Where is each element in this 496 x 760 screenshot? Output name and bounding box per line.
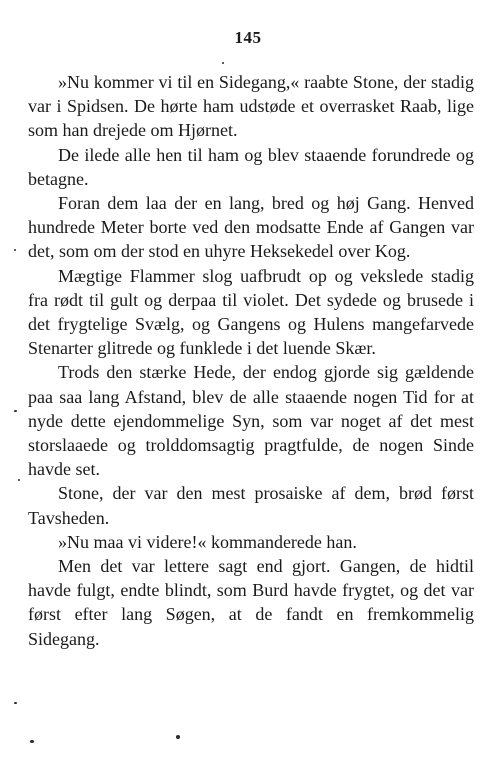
paragraph-7: »Nu maa vi videre!« kommanderede han. — [58, 531, 357, 552]
scan-speck — [14, 410, 17, 412]
paragraph-8: Men det var lettere sagt end gjort. Gangen, de hidtil havde fulgt, endte blindt, som Burd havde frygtet, og det var først efter lang Søgen, at de fandt en fremkommelig Sidegang. — [28, 556, 474, 649]
scan-speck — [30, 740, 34, 743]
paragraph-3: Foran dem laa der en lang, bred og høj Gang. Henved hundrede Meter borte ved den modsatte Ende af Gangen var det, som om der stod en uhyre Heksekedel over Kog. — [28, 193, 474, 262]
paragraph-1: »Nu kommer vi til en Sidegang,« raabte Stone, der stadig var i Spidsen. De hørte ham udstøde et overrasket Raab, lige som han drejede om Hjørnet. — [28, 72, 474, 141]
scan-speck — [14, 702, 17, 704]
paragraph-6: Stone, der var den mest prosaiske af dem, brød først Tavsheden. — [28, 483, 474, 528]
body-text — [28, 70, 474, 651]
scan-speck — [14, 249, 16, 251]
paragraph-4: Mægtige Flammer slog uafbrudt op og vekslede stadig fra rødt til gult og derpaa til violet. Det sydede og brusede i det frygtelige Svælg, og Gangens og Hulens mangefarvede Stenarter glitrede og funklede i det luende Skær. — [28, 265, 474, 359]
paragraph-5: Trods den stærke Hede, der endog gjorde sig gældende paa saa lang Afstand, blev de alle staaende nogen Tid for at nyde dette ejendommelige Syn, som var noget af det mest storslaaede og trolddomsagtig pragtfulde, de nogen Sinde havde set. — [28, 362, 474, 480]
scan-speck — [176, 735, 180, 739]
paragraph-2: De ilede alle hen til ham og blev staaende forundrede og betagne. — [28, 144, 474, 189]
scan-speck — [18, 479, 20, 481]
scan-speck — [222, 62, 224, 64]
page-number: 145 — [234, 28, 262, 47]
